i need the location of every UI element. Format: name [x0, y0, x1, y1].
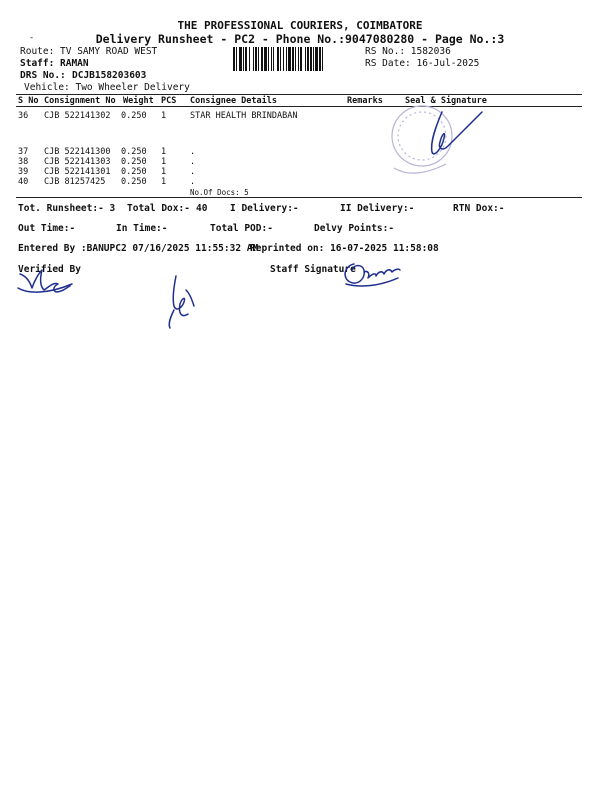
ii-delivery: II Delivery:-: [340, 203, 415, 214]
col-header-sno: S No: [18, 96, 39, 106]
company-name: THE PROFESSIONAL COURIERS, COIMBATORE: [177, 19, 423, 32]
row-37-consignment: CJB 522141300: [44, 147, 111, 157]
row-36-pcs: 1: [161, 111, 167, 121]
row-40-consignment: CJB 81257425: [44, 177, 106, 187]
rtn-dox: RTN Dox:-: [453, 203, 505, 214]
row-36-consignment: CJB 522141302: [44, 111, 111, 121]
seal-signature: [420, 104, 490, 164]
row-37-pcs: 1: [161, 147, 167, 157]
col-header-seal: Seal & Signature: [405, 96, 487, 106]
row-39-weight: 0.250: [121, 167, 147, 177]
table-header-rule: [16, 106, 582, 107]
staff-value: RAMAN: [60, 58, 89, 69]
row-38-sno: 38: [18, 157, 29, 167]
row-39-consignment: CJB 522141301: [44, 167, 111, 177]
col-header-consignee: Consignee Details: [190, 96, 277, 106]
row-40-pcs: 1: [161, 177, 167, 187]
verified-by-label: Verified By: [18, 264, 81, 275]
barcode: [233, 47, 359, 71]
staff-signature-label: Staff Signature: [270, 264, 356, 275]
total-dox-value: 40: [196, 203, 208, 214]
barcode-bar: [323, 47, 325, 71]
route-text: Route: TV SAMY ROAD WEST: [20, 46, 158, 57]
tot-runsheet: Tot. Runsheet:- 3: [18, 203, 116, 214]
row-37-details: .: [190, 147, 196, 157]
row-37-weight: 0.250: [121, 147, 147, 157]
in-time: In Time:-: [116, 223, 168, 234]
row-39-sno: 39: [18, 167, 29, 177]
middle-signature: [160, 272, 210, 332]
row-36-details: STAR HEALTH BRINDABAN: [190, 111, 298, 121]
rs-date: RS Date: 16-Jul-2025: [365, 58, 480, 69]
total-pod: Total POD:-: [210, 223, 273, 234]
col-header-pcs: PCS: [161, 96, 177, 106]
no-of-docs: No.Of Docs: 5: [190, 188, 249, 197]
drs-label: DRS No.:: [20, 70, 66, 81]
col-header-remarks: Remarks: [347, 96, 383, 106]
row-40-details: .: [190, 177, 196, 187]
row-37-sno: 37: [18, 147, 29, 157]
col-header-weight: Weight: [123, 96, 154, 106]
table-bottom-rule: [16, 197, 582, 198]
col-header-consignment: Consignment No: [44, 96, 116, 106]
small-mark: -: [29, 33, 35, 43]
total-dox-label: Total Dox:-: [127, 203, 190, 214]
entered-by: Entered By :BANUPC2 07/16/2025 11:55:32 AM: [18, 243, 259, 254]
row-36-sno: 36: [18, 111, 29, 121]
verifier-signature: [14, 262, 80, 298]
row-36-weight: 0.250: [121, 111, 147, 121]
rs-number: RS No.: 1582036: [365, 46, 451, 57]
staff-label: Staff:: [20, 58, 55, 69]
table-top-rule: [16, 94, 582, 95]
vehicle-text: Vehicle: Two Wheeler Delivery: [24, 82, 190, 93]
row-38-details: .: [190, 157, 196, 167]
row-39-pcs: 1: [161, 167, 167, 177]
delvy-points: Delvy Points:-: [314, 223, 395, 234]
i-delivery: I Delivery:-: [230, 203, 299, 214]
row-39-details: .: [190, 167, 196, 177]
row-40-weight: 0.250: [121, 177, 147, 187]
reprinted-on: Reprinted on: 16-07-2025 11:58:08: [250, 243, 439, 254]
row-38-consignment: CJB 522141303: [44, 157, 111, 167]
staff-signature: [340, 256, 404, 290]
drs-value: DCJB158203603: [72, 70, 147, 81]
runsheet-subtitle: Delivery Runsheet - PC2 - Phone No.:9047080280 - Page No.:3: [95, 32, 505, 46]
row-40-sno: 40: [18, 177, 29, 187]
out-time: Out Time:-: [18, 223, 76, 234]
row-38-pcs: 1: [161, 157, 167, 167]
row-38-weight: 0.250: [121, 157, 147, 167]
